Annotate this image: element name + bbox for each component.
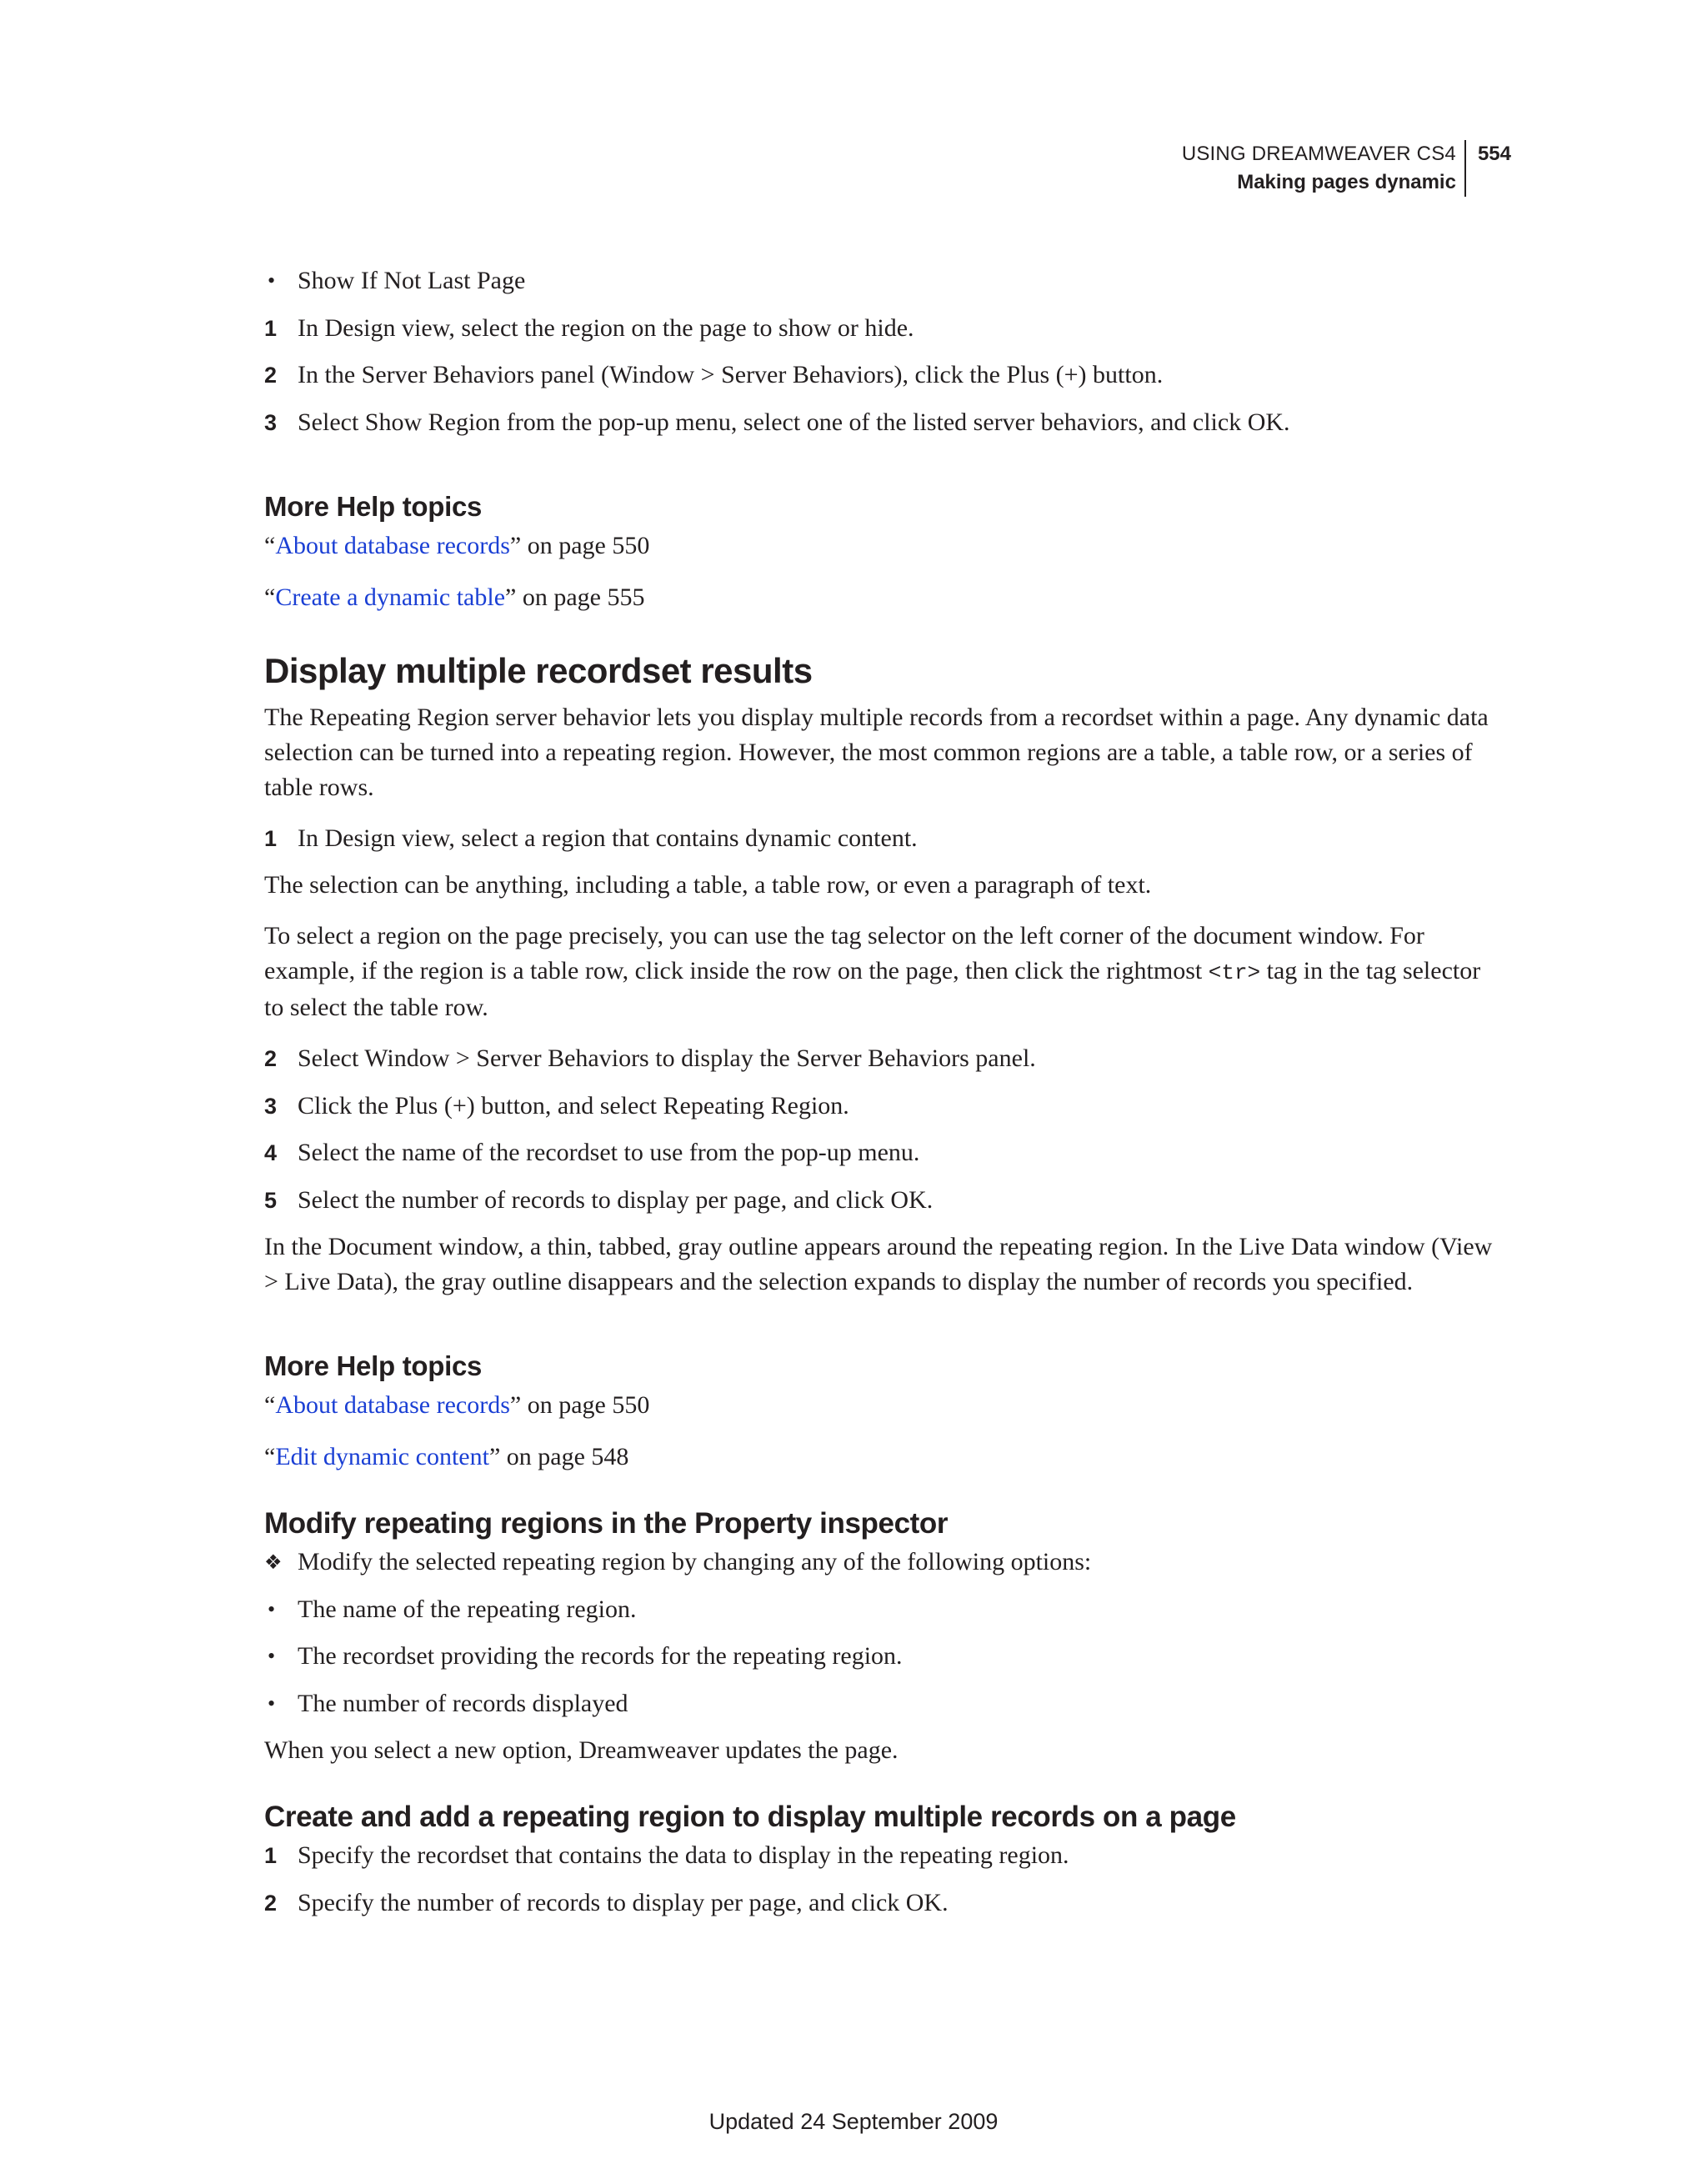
- subsection-heading-create: Create and add a repeating region to display multiple records on a page: [264, 1801, 1236, 1833]
- step-note: The selection can be anything, including a table, a table row, or even a paragraph of text.: [264, 871, 1152, 899]
- diamond-item: [264, 1545, 1506, 1580]
- help-link-about-database-records[interactable]: About database records: [275, 1391, 510, 1419]
- help-link-page-ref: ” on page 550: [509, 531, 650, 559]
- diamond-text: Modify the selected repeating region by changing any of the following options:: [298, 1548, 1092, 1575]
- step-text: Select the name of the recordset to use from the pop-up menu.: [298, 1139, 920, 1166]
- page-number: 554: [1477, 143, 1511, 165]
- step-number: 3: [264, 1093, 278, 1119]
- step-note: [264, 919, 1506, 1025]
- section-outro: When you select a new option, Dreamweaver updates the page.: [264, 1736, 899, 1764]
- step-item: [264, 1838, 1506, 1873]
- help-link-line: [264, 528, 1506, 564]
- help-link-line: [264, 1388, 1506, 1423]
- bullet-marker: •: [268, 1691, 276, 1716]
- bullet-text: The name of the repeating region.: [298, 1595, 637, 1623]
- step-number: 2: [264, 1046, 278, 1071]
- step-item: [264, 1135, 1506, 1170]
- step-number: 1: [264, 825, 278, 851]
- step-number: 2: [264, 1890, 278, 1916]
- bullet-item: [264, 1592, 1506, 1627]
- step-number: 3: [264, 409, 278, 435]
- step-text: In Design view, select a region that contains dynamic content.: [298, 824, 918, 852]
- quote-open: “: [264, 1391, 276, 1419]
- step-number: 2: [264, 363, 278, 388]
- subsection-heading-modify: Modify repeating regions in the Property inspector: [264, 1507, 949, 1540]
- chapter-title: Making pages dynamic: [1237, 171, 1456, 193]
- running-header: [1182, 140, 1511, 197]
- note-text: tag in the tag selector to select the table row.: [264, 957, 1481, 1021]
- book-title: USING DREAMWEAVER CS4: [1181, 143, 1456, 165]
- more-help-heading: More Help topics: [264, 490, 483, 522]
- step-text: In Design view, select the region on the page to show or hide.: [298, 313, 914, 342]
- step-item: [264, 1041, 1506, 1076]
- quote-open: “: [264, 1443, 276, 1470]
- bullet-marker: •: [268, 1596, 276, 1621]
- step-number: 4: [264, 1140, 278, 1165]
- step-item: [264, 1183, 1506, 1218]
- step-item: [264, 1089, 1506, 1124]
- help-link-page-ref: ” on page 550: [509, 1391, 650, 1419]
- step-number: 5: [264, 1187, 278, 1213]
- bullet-text: The recordset providing the records for the repeating region.: [298, 1642, 903, 1670]
- step-item: [264, 1886, 1506, 1921]
- tr-tag-code: <tr>: [1208, 960, 1261, 985]
- step-item: [264, 358, 1506, 393]
- help-link-create-dynamic-table[interactable]: Create a dynamic table: [275, 583, 506, 611]
- help-link-line: [264, 1440, 1506, 1475]
- help-link-about-database-records[interactable]: About database records: [275, 531, 510, 559]
- step-number: 1: [264, 315, 278, 341]
- more-help-heading: More Help topics: [264, 1350, 483, 1381]
- page-footer: Updated 24 September 2009: [708, 2109, 999, 2134]
- section-intro: The Repeating Region server behavior lets you display multiple records from a recordset within a page. Any dynamic data selection can be turned into a repeating region. However, the most common regions are a table, a table row, or a series of table rows.: [264, 703, 1489, 801]
- step-text: Select Show Region from the pop-up menu, select one of the listed server behaviors, and click OK.: [298, 408, 1290, 436]
- section-outro: In the Document window, a thin, tabbed, gray outline appears around the repeating region. In the Live Data window (View > Live Data), the gray outline disappears and the selection expands to display the number of records you specified.: [264, 1233, 1493, 1295]
- bullet-item: [264, 1686, 1506, 1721]
- step-text: Specify the recordset that contains the data to display in the repeating region.: [298, 1841, 1069, 1869]
- bullet-marker: •: [268, 1644, 276, 1668]
- help-link-line: [264, 580, 1506, 615]
- quote-open: “: [264, 531, 276, 559]
- step-number: 1: [264, 1843, 278, 1868]
- help-link-edit-dynamic-content[interactable]: Edit dynamic content: [275, 1443, 489, 1470]
- bullet-marker: •: [268, 268, 276, 293]
- step-text: Select Window > Server Behaviors to display the Server Behaviors panel.: [298, 1044, 1036, 1072]
- section-heading-display-multiple: Display multiple recordset results: [264, 650, 813, 690]
- step-text: In the Server Behaviors panel (Window > Server Behaviors), click the Plus (+) button.: [298, 361, 1164, 388]
- step-item: [264, 405, 1506, 440]
- help-link-page-ref: ” on page 548: [488, 1443, 629, 1470]
- running-header-text: [1182, 140, 1466, 197]
- bullet-item: [264, 263, 1506, 298]
- bullet-text: Show If Not Last Page: [298, 267, 526, 294]
- step-text: Specify the number of records to display per page, and click OK.: [298, 1888, 949, 1916]
- bullet-text: The number of records displayed: [298, 1689, 628, 1717]
- note-text: To select a region on the page precisely, you can use the tag selector on the left corner of the document window. For example, if the region is a table row, click inside the row on the page, then click the rightmost: [264, 922, 1424, 984]
- step-text: Select the number of records to display per page, and click OK.: [298, 1185, 934, 1214]
- bullet-item: [264, 1639, 1506, 1674]
- help-link-page-ref: ” on page 555: [505, 583, 645, 611]
- step-item: [264, 821, 1506, 856]
- page-content: [264, 263, 1506, 1932]
- diamond-icon: ❖: [264, 1550, 283, 1574]
- step-item: [264, 311, 1506, 346]
- step-text: Click the Plus (+) button, and select Repeating Region.: [298, 1091, 849, 1120]
- quote-open: “: [264, 583, 276, 611]
